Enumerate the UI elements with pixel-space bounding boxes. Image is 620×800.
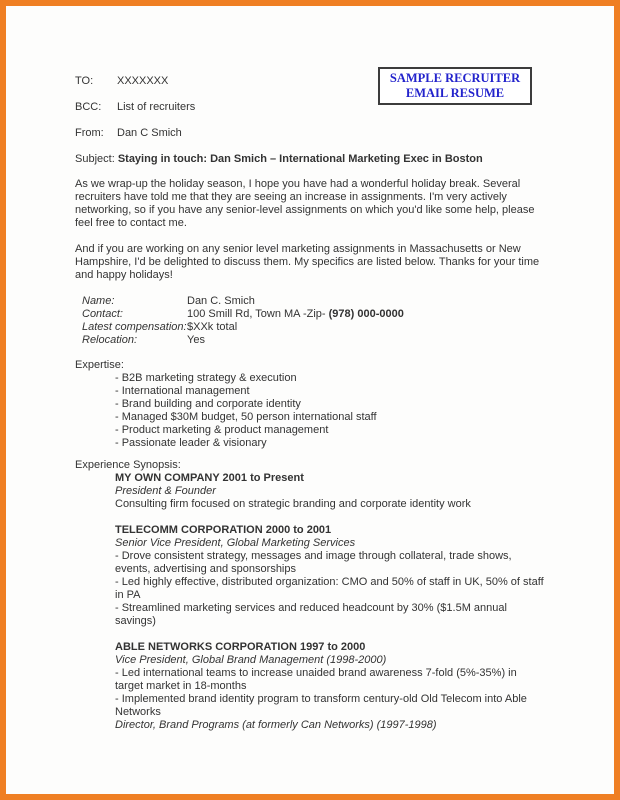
specifics-label: Relocation: [82, 334, 138, 346]
specifics-label: Name: [82, 295, 115, 307]
specifics-value: $XXk total [187, 321, 238, 333]
paragraph-followup: And if you are working on any senior level marketing assignments in Massachusetts or New Hampshire, I'd be delighted to discuss them. My specifics are listed below. Thanks for your time and happy holidays! [75, 243, 540, 281]
experience-line: Vice President, Global Brand Management (1998-2000) [115, 654, 387, 666]
experience-line: - Implemented brand identity program to transform century-old Old Telecom into Able Networks [115, 693, 527, 718]
stamp-line1: SAMPLE RECRUITER [389, 71, 521, 85]
email-header-fields [75, 75, 547, 140]
specifics-value: 100 Smill Rd, Town MA -Zip- (978) 000-0000 [187, 308, 404, 320]
specifics-value: Dan C. Smich [187, 295, 255, 307]
specifics-value-bold: (978) 000-0000 [328, 308, 404, 320]
experience-line: - Streamlined marketing services and reduced headcount by 30% ($1.5M annual savings) [115, 602, 507, 627]
experience-line: Director, Brand Programs (at formerly Can Networks) (1997-1998) [115, 719, 437, 731]
experience-line: Senior Vice President, Global Marketing Services [115, 537, 356, 549]
expertise-item: - International management [115, 385, 250, 397]
experience-company: ABLE NETWORKS CORPORATION 1997 to 2000 [115, 641, 366, 653]
specifics-value: Yes [187, 334, 205, 346]
expertise-item: - Managed $30M budget, 50 person international staff [115, 411, 377, 423]
experience-heading: Experience Synopsis: [75, 459, 181, 471]
experience-entry [75, 472, 547, 511]
experience-line: - Drove consistent strategy, messages and image through collateral, trade shows, events, advertising and sponsorships [115, 550, 512, 575]
specifics-table [75, 295, 547, 347]
experience-line: - Led highly effective, distributed organization: CMO and 50% of staff in UK, 50% of staff in PA [115, 576, 544, 601]
header-field-value: XXXXXXX [117, 75, 169, 87]
expertise-heading: Expertise: [75, 359, 124, 371]
experience-entry [75, 641, 547, 732]
experience-line: President & Founder [115, 485, 216, 497]
experience-entry [75, 524, 547, 628]
specifics-label: Latest compensation: [82, 321, 187, 333]
specifics-row [82, 321, 547, 334]
header-field-row [75, 75, 547, 88]
header-field-label: From: [75, 127, 104, 139]
expertise-item: - B2B marketing strategy & execution [115, 372, 297, 384]
specifics-row [82, 334, 547, 347]
experience-line: - Led international teams to increase unaided brand awareness 7-fold (5%-35%) in target market in 18-months [115, 667, 517, 692]
header-field-label: TO: [75, 75, 94, 87]
subject-value: Staying in touch: Dan Smich – International Marketing Exec in Boston [117, 153, 483, 165]
specifics-row [82, 295, 547, 308]
subject-label: Subject: [75, 153, 115, 165]
experience-company: MY OWN COMPANY 2001 to Present [115, 472, 304, 484]
document-content [75, 75, 547, 745]
experience-line: Consulting firm focused on strategic branding and corporate identity work [115, 498, 471, 510]
experience-company: TELECOMM CORPORATION 2000 to 2001 [115, 524, 332, 536]
specifics-row [82, 308, 547, 321]
subject-line [75, 153, 547, 166]
stamp-line2: EMAIL RESUME [405, 85, 505, 100]
specifics-label: Contact: [82, 308, 123, 320]
expertise-list [75, 372, 547, 450]
experience-list [75, 472, 547, 732]
expertise-item: - Passionate leader & visionary [115, 437, 267, 449]
header-field-label: BCC: [75, 101, 102, 113]
header-field-value: List of recruiters [117, 101, 196, 113]
header-field-row [75, 101, 547, 114]
header-field-value: Dan C Smich [117, 127, 182, 139]
expertise-item: - Product marketing & product management [115, 424, 329, 436]
header-field-row [75, 127, 547, 140]
paragraph-intro: As we wrap-up the holiday season, I hope you have had a wonderful holiday break. Several recruiters have told me that they are seeing an increase in assignments. I'm very actively networking, so if you have any senior-level assignments on which you'd like some help, please feel free to contact me. [75, 178, 535, 229]
expertise-item: - Brand building and corporate identity [115, 398, 301, 410]
